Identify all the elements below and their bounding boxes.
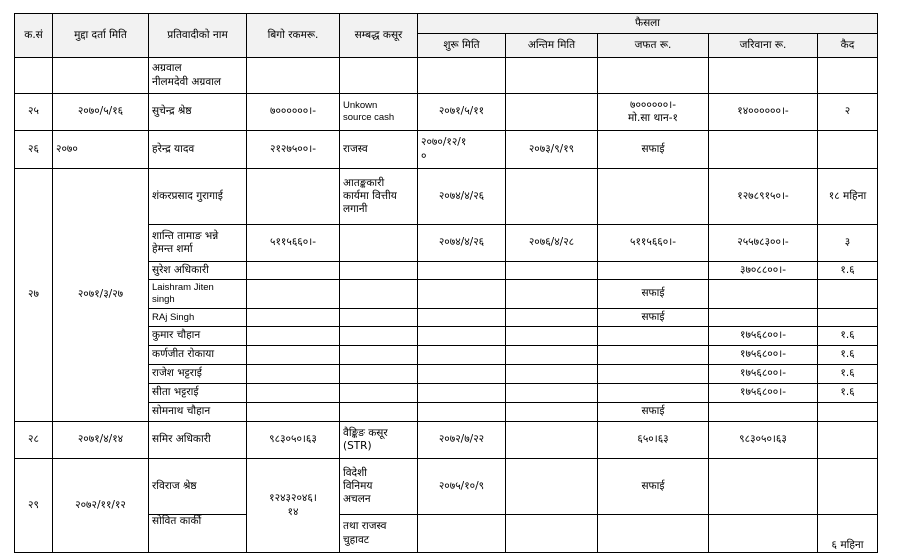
col-header-mudda-date: मुद्दा दर्ता मिति bbox=[53, 14, 149, 58]
fine bbox=[709, 403, 818, 422]
final-date: २०७६/४/२८ bbox=[506, 225, 598, 262]
col-header-start-date: शुरू मिति bbox=[418, 34, 506, 58]
defendant-name: समिर अधिकारी bbox=[149, 422, 247, 459]
final-date bbox=[506, 346, 598, 365]
jail bbox=[818, 459, 878, 515]
fine: १७५६८००।- bbox=[709, 346, 818, 365]
final-date bbox=[506, 262, 598, 280]
jail: १.६ bbox=[818, 384, 878, 403]
start-date bbox=[418, 384, 506, 403]
fine bbox=[709, 309, 818, 327]
table-row bbox=[15, 422, 878, 459]
jail: ३ bbox=[818, 225, 878, 262]
confiscation bbox=[598, 327, 709, 346]
jail bbox=[818, 131, 878, 169]
bigo-amount bbox=[247, 346, 340, 365]
col-header-fine: जरिवाना रू. bbox=[709, 34, 818, 58]
final-date bbox=[506, 280, 598, 309]
bigo-amount: ९८३०५०।६३ bbox=[247, 422, 340, 459]
related-crime bbox=[340, 403, 418, 422]
table-row bbox=[15, 94, 878, 131]
start-date bbox=[418, 346, 506, 365]
defendant-name: सुरेश अधिकारी bbox=[149, 262, 247, 280]
confiscation bbox=[598, 365, 709, 384]
jail bbox=[818, 309, 878, 327]
fine: ३७०८८००।- bbox=[709, 262, 818, 280]
start-date: २०७०/१२/१ ० bbox=[418, 131, 506, 169]
defendant-name: शान्ति तामाङ भन्ने हेमन्त शर्मा bbox=[149, 225, 247, 262]
bigo-amount bbox=[247, 365, 340, 384]
bigo-amount: ५११५६६०।- bbox=[247, 225, 340, 262]
defendant-name: कुमार चौहान bbox=[149, 327, 247, 346]
start-date: २०७५/१०/९ bbox=[418, 459, 506, 515]
case-date: २०७१/३/२७ bbox=[53, 169, 149, 422]
table-row bbox=[15, 58, 878, 94]
fine: ९८३०५०।६३ bbox=[709, 422, 818, 459]
jail: १.६ bbox=[818, 262, 878, 280]
bigo-amount: १२४३२०४६। १४ bbox=[247, 459, 340, 553]
confiscation: ५११५६६०।- bbox=[598, 225, 709, 262]
related-crime: तथा राजस्व चुहावट bbox=[340, 515, 418, 553]
bigo-amount bbox=[247, 403, 340, 422]
col-header-final-date: अन्तिम मिति bbox=[506, 34, 598, 58]
start-date bbox=[418, 262, 506, 280]
col-header-ks: क.सं bbox=[15, 14, 53, 58]
final-date: २०७३/९/१९ bbox=[506, 131, 598, 169]
start-date: २०७१/५/११ bbox=[418, 94, 506, 131]
defendant-name: RAj Singh bbox=[149, 309, 247, 327]
fine: १७५६८००।- bbox=[709, 327, 818, 346]
confiscation bbox=[598, 346, 709, 365]
confiscation: ७००००००।- मो.सा थान-१ bbox=[598, 94, 709, 131]
confiscation: सफाई bbox=[598, 280, 709, 309]
start-date bbox=[418, 280, 506, 309]
related-crime bbox=[340, 309, 418, 327]
case-number: २९ bbox=[15, 459, 53, 553]
defendant-name: शंकरप्रसाद गुरागाई bbox=[149, 169, 247, 225]
jail bbox=[818, 403, 878, 422]
start-date: २०७४/४/२६ bbox=[418, 225, 506, 262]
case-number: २६ bbox=[15, 131, 53, 169]
bigo-amount: २१२७५००।- bbox=[247, 131, 340, 169]
defendant-name: हरेन्द्र यादव bbox=[149, 131, 247, 169]
defendant-name: राजेश भट्टराई bbox=[149, 365, 247, 384]
confiscation: सफाई bbox=[598, 131, 709, 169]
related-crime bbox=[340, 346, 418, 365]
col-header-jail: कैद bbox=[818, 34, 878, 58]
final-date bbox=[506, 365, 598, 384]
related-crime: विदेशी विनिमय अचलन bbox=[340, 459, 418, 515]
bigo-amount bbox=[247, 262, 340, 280]
table-row bbox=[15, 169, 878, 225]
jail: १.६ bbox=[818, 365, 878, 384]
fine bbox=[709, 131, 818, 169]
bigo-amount bbox=[247, 309, 340, 327]
case-date: २०७० bbox=[53, 131, 149, 169]
related-crime: Unkown source cash bbox=[340, 94, 418, 131]
final-date bbox=[506, 309, 598, 327]
table-row bbox=[15, 131, 878, 169]
bigo-amount bbox=[247, 169, 340, 225]
jail: १८ महिना bbox=[818, 169, 878, 225]
col-header-confiscation: जफत रू. bbox=[598, 34, 709, 58]
fine: १७५६८००।- bbox=[709, 384, 818, 403]
jail bbox=[818, 280, 878, 309]
related-crime bbox=[340, 225, 418, 262]
defendant-name: Laishram Jiten singh bbox=[149, 280, 247, 309]
related-crime: आतङ्ककारी कार्यमा वित्तीय लगानी bbox=[340, 169, 418, 225]
confiscation: सफाई bbox=[598, 309, 709, 327]
case-table bbox=[14, 13, 878, 553]
confiscation bbox=[598, 262, 709, 280]
confiscation: सफाई bbox=[598, 459, 709, 515]
fine: १४००००००।- bbox=[709, 94, 818, 131]
related-crime bbox=[340, 262, 418, 280]
defendant-name: सोवित कार्की bbox=[149, 515, 247, 553]
related-crime: राजस्व bbox=[340, 131, 418, 169]
defendant-name: कर्णजीत रोकाया bbox=[149, 346, 247, 365]
bigo-amount: ७००००००।- bbox=[247, 94, 340, 131]
col-header-decision: फैसला bbox=[418, 14, 878, 34]
final-date bbox=[506, 327, 598, 346]
bigo-amount bbox=[247, 327, 340, 346]
case-number: २७ bbox=[15, 169, 53, 422]
jail: १.६ bbox=[818, 346, 878, 365]
fine bbox=[709, 280, 818, 309]
col-header-defendant: प्रतिवादीको नाम bbox=[149, 14, 247, 58]
start-date: २०७२/७/२२ bbox=[418, 422, 506, 459]
case-number: २८ bbox=[15, 422, 53, 459]
fine: १२७८९१५०।- bbox=[709, 169, 818, 225]
related-crime bbox=[340, 365, 418, 384]
start-date bbox=[418, 327, 506, 346]
defendant-name: सोमनाथ चौहान bbox=[149, 403, 247, 422]
related-crime bbox=[340, 280, 418, 309]
confiscation bbox=[598, 384, 709, 403]
defendant-name: अग्रवाल नीलमदेवी अग्रवाल bbox=[149, 58, 247, 94]
final-date bbox=[506, 94, 598, 131]
col-header-bigo: बिगो रकमरू. bbox=[247, 14, 340, 58]
related-crime bbox=[340, 384, 418, 403]
jail: २ bbox=[818, 94, 878, 131]
jail: ६ महिना bbox=[818, 515, 878, 553]
confiscation: सफाई bbox=[598, 403, 709, 422]
defendant-name: रविराज श्रेष्ठ bbox=[149, 459, 247, 515]
defendant-name: सुचेन्द्र श्रेष्ठ bbox=[149, 94, 247, 131]
start-date bbox=[418, 309, 506, 327]
confiscation: ६५०।६३ bbox=[598, 422, 709, 459]
bigo-amount bbox=[247, 280, 340, 309]
related-crime bbox=[340, 327, 418, 346]
start-date bbox=[418, 403, 506, 422]
start-date: २०७४/४/२६ bbox=[418, 169, 506, 225]
confiscation bbox=[598, 169, 709, 225]
col-header-related-crime: सम्बद्ध कसूर bbox=[340, 14, 418, 58]
final-date bbox=[506, 169, 598, 225]
defendant-name: सीता भट्टराई bbox=[149, 384, 247, 403]
case-date: २०७२/११/१२ bbox=[53, 459, 149, 553]
case-date: २०७०/५/१६ bbox=[53, 94, 149, 131]
bigo-amount bbox=[247, 384, 340, 403]
jail bbox=[818, 422, 878, 459]
final-date bbox=[506, 403, 598, 422]
case-number: २५ bbox=[15, 94, 53, 131]
final-date bbox=[506, 384, 598, 403]
table-row bbox=[15, 459, 878, 515]
fine: १७५६८००।- bbox=[709, 365, 818, 384]
final-date bbox=[506, 422, 598, 459]
start-date bbox=[418, 365, 506, 384]
jail: १.६ bbox=[818, 327, 878, 346]
fine: २५५७८३००।- bbox=[709, 225, 818, 262]
case-date: २०७१/४/१४ bbox=[53, 422, 149, 459]
related-crime: वैङ्किङ कसूर (STR) bbox=[340, 422, 418, 459]
